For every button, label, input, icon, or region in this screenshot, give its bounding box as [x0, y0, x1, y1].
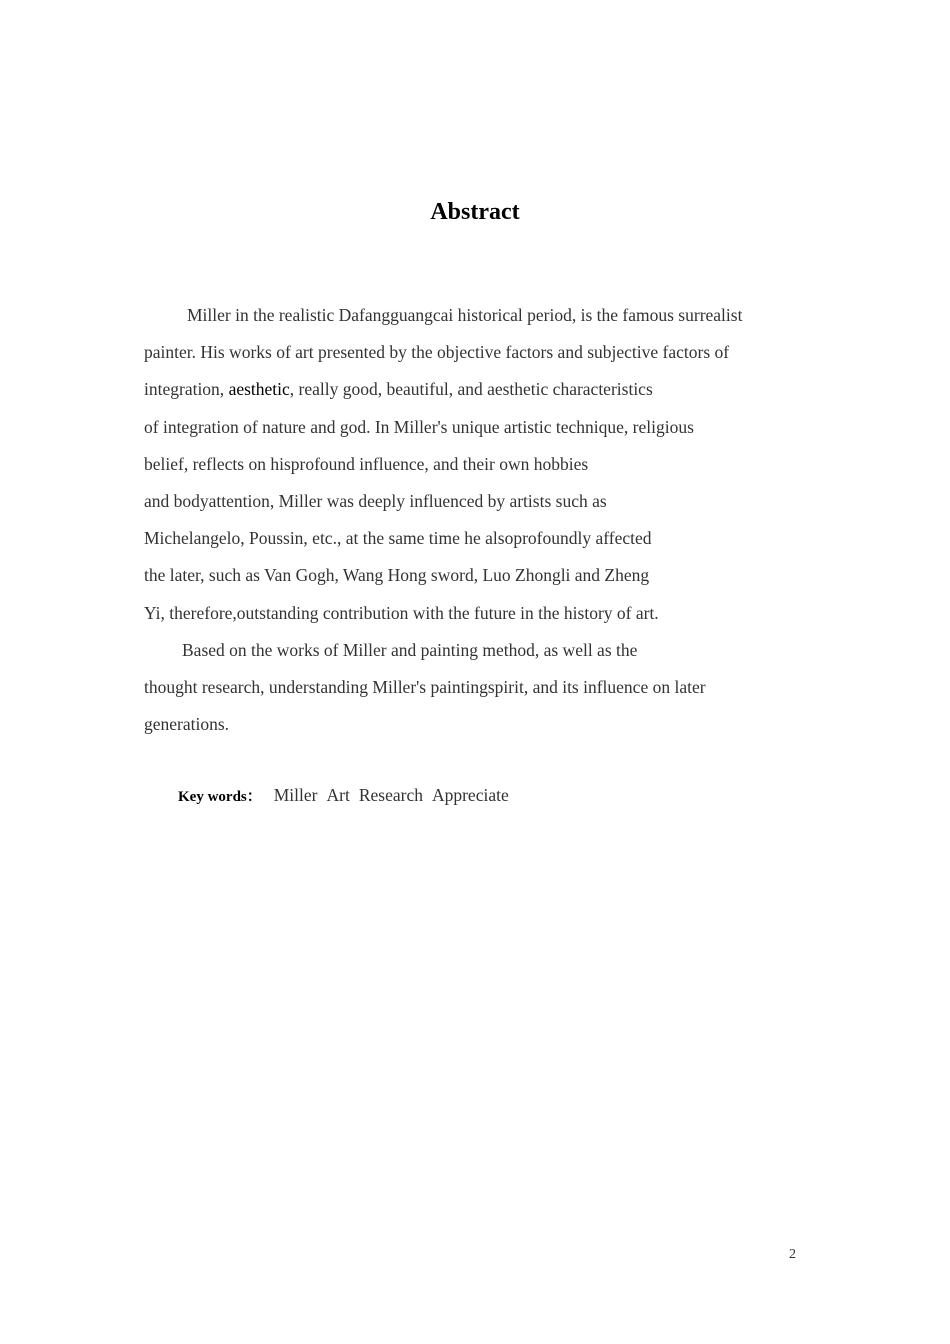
abstract-paragraph-1	[144, 297, 824, 632]
paragraph-line: belief, reflects on hisprofound influence, and their own hobbies	[144, 453, 589, 474]
paragraph-line: painter. His works of art presented by the objective factors and subjective factors of	[144, 342, 730, 363]
abstract-paragraph-2	[144, 632, 824, 744]
paragraph-line: Based on the works of Miller and painting method, as well as the	[182, 639, 638, 660]
highlighted-term: aesthetic	[228, 379, 290, 400]
page-number: 2	[789, 1247, 796, 1262]
paragraph-line: the later, such as Van Gogh, Wang Hong sword, Luo Zhongli and Zheng	[144, 565, 650, 586]
paragraph-line: Michelangelo, Poussin, etc., at the same time he alsoprofoundly affected	[144, 528, 652, 549]
keywords	[178, 782, 509, 810]
paragraph-line	[144, 371, 824, 408]
paragraph-line: thought research, understanding Miller's paintingspirit, and its influence on later	[144, 676, 706, 697]
paragraph-line: generations.	[144, 714, 230, 735]
paragraph-line: Yi, therefore,outstanding contribution with the future in the history of art.	[144, 602, 659, 623]
line-suffix: , really good, beautiful, and aesthetic characteristics	[289, 379, 653, 400]
keyword-item: Miller	[273, 785, 318, 805]
abstract-title: Abstract	[430, 199, 520, 225]
keywords-label: Key words：	[178, 789, 262, 805]
paragraph-line: of integration of nature and god. In Miller's unique artistic technique, religious	[144, 416, 694, 437]
abstract-body	[144, 297, 824, 743]
paragraph-line: Miller in the realistic Dafangguangcai historical period, is the famous surrealist	[187, 305, 743, 325]
keyword-item: Appreciate	[431, 785, 509, 805]
paragraph-line: and bodyattention, Miller was deeply influenced by artists such as	[144, 490, 607, 511]
line-prefix: integration,	[144, 379, 229, 400]
keyword-item: Art	[326, 785, 350, 805]
keyword-item: Research	[358, 785, 423, 805]
